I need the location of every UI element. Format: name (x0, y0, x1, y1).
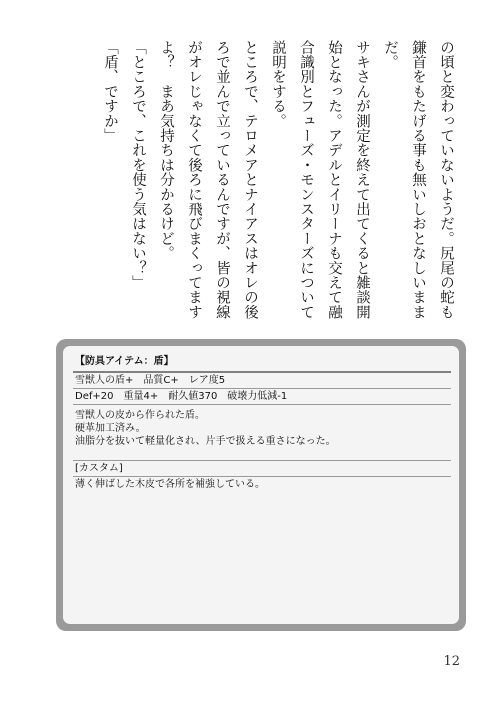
dialogue-line: 「ところで、これを使う気はない？」 (130, 40, 146, 290)
custom-section-header: [カスタム] (75, 463, 123, 474)
item-description (73, 409, 451, 448)
paragraph: サキさんが測定を終えて出てくると雑談開始となった。アデルとイリーナも交えて融合識別とフューズ・モンスターズについて説明をする。 (270, 40, 370, 320)
custom-description: 薄く伸ばした木皮で各所を補強している。 (75, 479, 265, 490)
narrative-text (96, 40, 460, 325)
divider (73, 404, 451, 405)
item-name-line: 雪獣人の盾+ 品質C+ レア度5 (75, 375, 226, 386)
paragraph: ところで、テロメアとナイアスはオレの後ろで並んで立っているんですが、皆の視線がオレじゃなくて後ろに飛びまくってますよ？ まあ気持ちは分かるけど。 (158, 40, 258, 320)
item-info-panel (63, 346, 459, 624)
divider (73, 371, 451, 373)
divider (73, 460, 451, 461)
paragraph: の頃と変わっていないようだ。尻尾の蛇も鎌首をもたげる事も無いしおとなしいままだ。 (382, 40, 454, 320)
divider (73, 388, 451, 389)
divider (73, 476, 451, 477)
description-line: 硬革加工済み。 (75, 423, 146, 434)
description-line: 油脂分を抜いて軽量化され、片手で扱える重さになった。 (75, 436, 336, 447)
dialogue-line: 「盾、ですか」 (102, 40, 118, 143)
item-category-header: 【防具アイテム：盾】 (75, 356, 174, 367)
description-line: 雪獣人の皮から作られた盾。 (75, 410, 205, 421)
item-stats-line: Def+20 重量4+ 耐久値370 破壊力低減-1 (75, 391, 288, 402)
page-number: 12 (443, 654, 460, 669)
item-info-box (56, 339, 466, 631)
